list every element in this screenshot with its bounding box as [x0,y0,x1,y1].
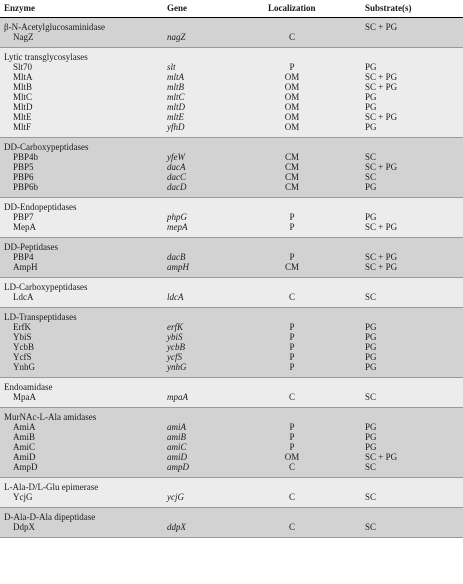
enzyme-group [0,408,463,477]
substrate-cell: PG [365,362,377,372]
localization-value: P [289,62,295,72]
localization-value: P [289,322,295,332]
enzyme-cell: PBP4b [13,152,39,162]
gene-cell: erfK [167,322,184,332]
table-row [0,323,463,332]
substrate-cell: PG [365,212,377,222]
table-row [0,153,463,162]
substrate-cell: PG [365,442,377,452]
gene-cell: ddpX [167,522,186,532]
header-substrates: Substrate(s) [365,3,412,13]
localization-value: C [288,492,296,502]
table-row [0,73,463,82]
localization-value: OM [284,72,300,82]
group-title: DD-Peptidases [4,242,58,252]
enzyme-group [0,508,463,537]
substrate-cell: PG [365,122,377,132]
table-row [0,173,463,182]
gene-cell: mltE [167,112,184,122]
table-row [0,293,463,302]
localization-value: C [288,522,296,532]
gene-cell: ampD [167,462,189,472]
enzyme-cell: MltC [13,92,33,102]
substrate-cell: PG [365,342,377,352]
enzyme-cell: MltB [13,82,33,92]
table-row [0,523,463,532]
enzyme-group [0,378,463,407]
table-row [0,463,463,472]
gene-cell: dacA [167,162,186,172]
enzyme-cell: YbiS [13,332,32,342]
group-title: D-Ala-D-Ala dipeptidase [4,512,96,522]
enzyme-group [0,478,463,507]
localization-value: P [289,432,295,442]
gene-cell: ybiS [167,332,183,342]
substrate-cell: SC [365,392,377,402]
table-row [0,363,463,372]
group-title: DD-Endopeptidases [4,202,77,212]
gene-cell: mltB [167,82,184,92]
substrate-cell: PG [365,102,377,112]
gene-cell: slt [167,62,176,72]
localization-value: OM [284,122,300,132]
enzyme-cell: AmpH [13,262,38,272]
group-title: β-N-Acetylglucosaminidase [4,22,106,32]
substrate-cell: SC [365,152,377,162]
header-enzyme: Enzyme [4,3,35,13]
localization-value: C [288,32,296,42]
enzyme-cell: PBP5 [13,162,34,172]
substrate-cell: SC + PG [365,82,398,92]
group-divider [0,537,463,538]
enzyme-cell: PBP7 [13,212,34,222]
gene-cell: mepA [167,222,188,232]
localization-value: OM [284,102,300,112]
localization-value: P [289,332,295,342]
gene-cell: dacD [167,182,187,192]
gene-cell: ldcA [167,292,184,302]
gene-cell: nagZ [167,32,186,42]
table-row [0,393,463,402]
enzyme-cell: AmiC [13,442,36,452]
localization-value: OM [284,82,300,92]
substrate-cell: PG [365,352,377,362]
table-row [0,93,463,102]
gene-cell: dacC [167,172,186,182]
substrate-cell: SC + PG [365,262,398,272]
table-row [0,253,463,262]
localization-value: OM [284,112,300,122]
enzyme-cell: DdpX [13,522,35,532]
gene-cell: ynhG [167,362,187,372]
enzyme-cell: YcbB [13,342,34,352]
substrate-cell: SC + PG [365,222,398,232]
enzyme-cell: MpaA [13,392,36,402]
enzyme-group [0,308,463,377]
localization-value: P [289,362,295,372]
substrate-cell: SC [365,172,377,182]
localization-value: CM [284,262,300,272]
substrate-cell: SC + PG [365,452,398,462]
gene-cell: amiA [167,422,186,432]
enzyme-cell: PBP6b [13,182,39,192]
substrate-cell: SC + PG [365,162,398,172]
gene-cell: mltC [167,92,185,102]
table-row [0,333,463,342]
enzyme-cell: AmiD [13,452,36,462]
table-row [0,353,463,362]
table-row [0,213,463,222]
substrate-cell: SC [365,462,377,472]
enzyme-cell: LdcA [13,292,34,302]
gene-cell: ycfS [167,352,182,362]
localization-value: C [288,462,296,472]
enzyme-cell: MltA [13,72,33,82]
table-row [0,223,463,232]
gene-cell: dacB [167,252,186,262]
enzyme-group [0,278,463,307]
localization-value: P [289,212,295,222]
group-title: L-Ala-D/L-Glu epimerase [4,482,99,492]
enzyme-cell: YcjG [13,492,33,502]
table-row [0,83,463,92]
table-row [0,163,463,172]
enzyme-group [0,238,463,277]
table-row [0,343,463,352]
substrate-cell: PG [365,322,377,332]
gene-cell: mpaA [167,392,188,402]
enzyme-cell: MltE [13,112,32,122]
gene-cell: amiC [167,442,187,452]
enzyme-cell: MltD [13,102,33,112]
localization-value: CM [284,182,300,192]
enzyme-group [0,48,463,137]
localization-value: P [289,422,295,432]
table-row [0,453,463,462]
localization-value: P [289,342,295,352]
table-header [0,0,463,18]
table-row [0,103,463,112]
enzyme-group [0,18,463,47]
gene-cell: mltA [167,72,184,82]
localization-value: OM [284,92,300,102]
substrate-cell: PG [365,92,377,102]
header-localization: Localization [268,3,316,13]
group-title: Endoamidase [4,382,53,392]
group-title: MurNAc-L-Ala amidases [4,412,97,422]
table-row [0,433,463,442]
enzyme-cell: AmiA [13,422,36,432]
table-row [0,443,463,452]
substrate-cell: PG [365,422,377,432]
gene-cell: ycbB [167,342,185,352]
substrate-cell: PG [365,432,377,442]
localization-value: C [288,292,296,302]
header-gene: Gene [167,3,187,13]
enzyme-cell: ErfK [13,322,31,332]
group-substrate: SC + PG [365,22,398,32]
substrate-cell: SC + PG [365,72,398,82]
enzyme-cell: MltF [13,122,32,132]
substrate-cell: PG [365,62,377,72]
gene-cell: ampH [167,262,189,272]
enzyme-cell: AmpD [13,462,38,472]
substrate-cell: SC [365,522,377,532]
table-row [0,33,463,42]
substrate-cell: SC + PG [365,252,398,262]
group-title: LD-Carboxypeptidases [4,282,88,292]
localization-value: CM [284,172,300,182]
group-title: LD-Transpeptidases [4,312,77,322]
enzyme-cell: AmiB [13,432,36,442]
enzyme-cell: YcfS [13,352,32,362]
localization-value: OM [284,452,300,462]
gene-cell: yfeW [167,152,185,162]
gene-cell: amiD [167,452,187,462]
localization-value: P [289,442,295,452]
gene-cell: yfhD [167,122,185,132]
localization-value: P [289,222,295,232]
localization-value: P [289,252,295,262]
table-row [0,183,463,192]
substrate-cell: SC [365,292,377,302]
group-title: DD-Carboxypeptidases [4,142,89,152]
table-row [0,423,463,432]
localization-value: P [289,352,295,362]
group-title: Lytic transglycosylases [4,52,88,62]
substrate-cell: SC + PG [365,112,398,122]
localization-value: C [288,392,296,402]
enzyme-cell: MepA [13,222,36,232]
enzyme-cell: YnhG [13,362,35,372]
enzyme-cell: Slt70 [13,62,33,72]
enzyme-cell: PBP4 [13,252,34,262]
gene-cell: ycjG [167,492,184,502]
table-row [0,113,463,122]
table-row [0,263,463,272]
gene-cell: phpG [167,212,187,222]
substrate-cell: PG [365,332,377,342]
enzyme-group [0,138,463,197]
localization-value: CM [284,162,300,172]
gene-cell: mltD [167,102,185,112]
localization-value: CM [284,152,300,162]
table-row [0,63,463,72]
enzyme-group [0,198,463,237]
table-row [0,493,463,502]
substrate-cell: SC [365,492,377,502]
table-row [0,123,463,132]
enzyme-cell: NagZ [13,32,34,42]
gene-cell: amiB [167,432,186,442]
substrate-cell: PG [365,182,377,192]
enzyme-cell: PBP6 [13,172,34,182]
